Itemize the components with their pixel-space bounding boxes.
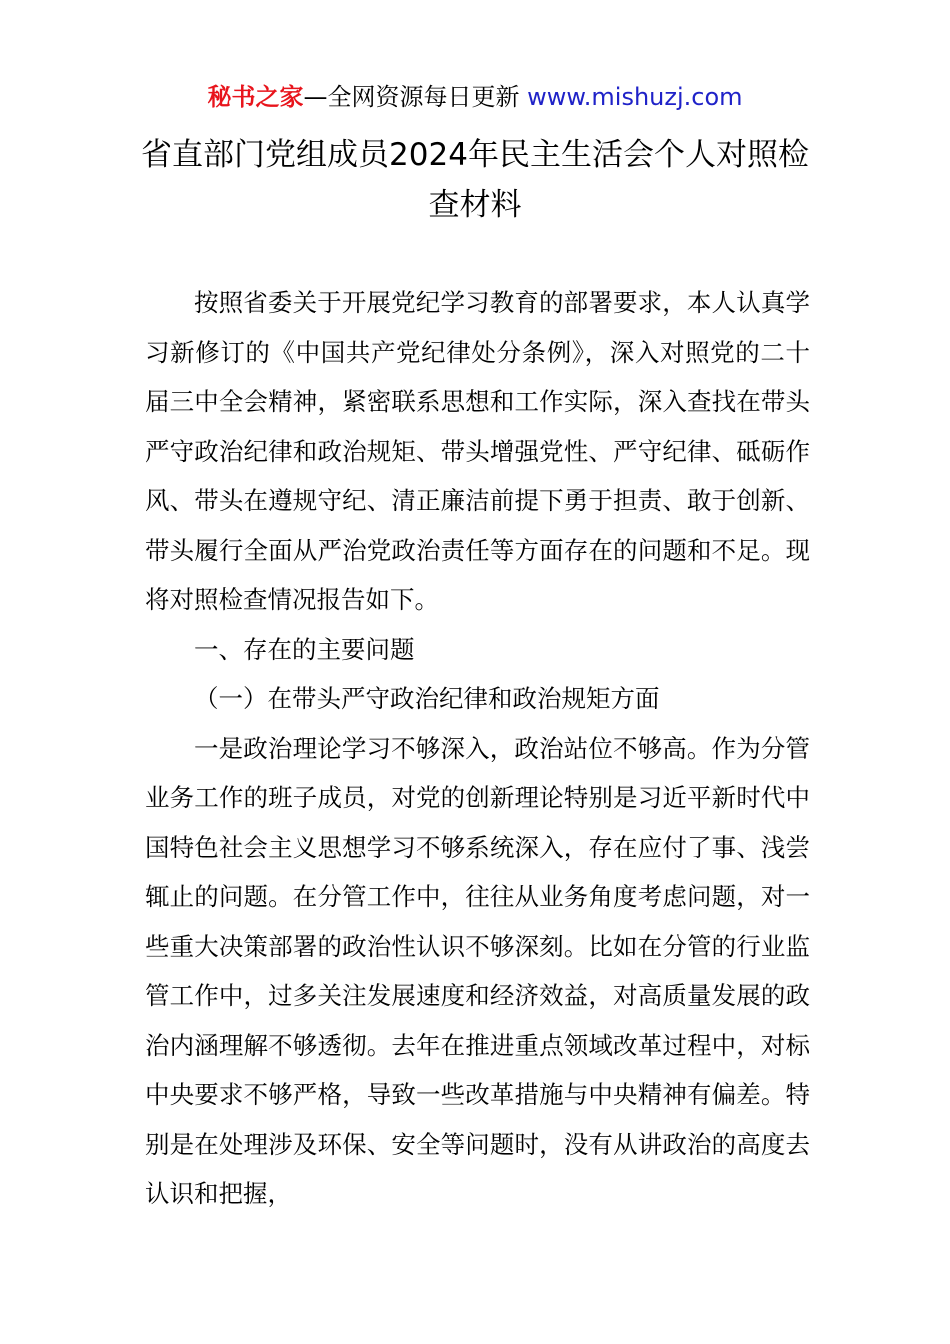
intro-paragraph: 按照省委关于开展党纪学习教育的部署要求，本人认真学习新修订的《中国共产党纪律处分条例》，深入对照党的二十届三中全会精神，紧密联系思想和工作实际，深入查找在带头严守政治纪律和政治规矩、带头增强党性、严守纪律、砥砺作风、带头在遵规守纪、清正廉洁前提下勇于担责、敢于创新、带头履行全面从严治党政治责任等方面存在的问题和不足。现将对照检查情况报告如下。 <box>145 288 810 614</box>
site-url-link[interactable]: www.mishuzj.com <box>527 83 743 111</box>
subsection-heading: （一）在带头严守政治纪律和政治规矩方面 <box>194 684 660 713</box>
document-body <box>145 278 810 1219</box>
section-heading: 一、存在的主要问题 <box>194 634 415 664</box>
site-header <box>0 80 950 114</box>
document-title: 省直部门党组成员2024年民主生活会个人对照检查材料 <box>141 137 809 223</box>
site-brand: 秘书之家 <box>207 83 304 111</box>
site-tagline: —全网资源每日更新 <box>303 83 520 111</box>
body-paragraph: 一是政治理论学习不够深入，政治站位不够高。作为分管业务工作的班子成员，对党的创新理论特别是习近平新时代中国特色社会主义思想学习不够系统深入，存在应付了事、浅尝辄止的问题。在分管工作中，往往从业务角度考虑问题，对一些重大决策部署的政治性认识不够深刻。比如在分管的行业监管工作中，过多关注发展速度和经济效益，对高质量发展的政治内涵理解不够透彻。去年在推进重点领域改革过程中，对标中央要求不够严格，导致一些改革措施与中央精神有偏差。特别是在处理涉及环保、安全等问题时，没有从讲政治的高度去认识和把握， <box>145 733 810 1208</box>
